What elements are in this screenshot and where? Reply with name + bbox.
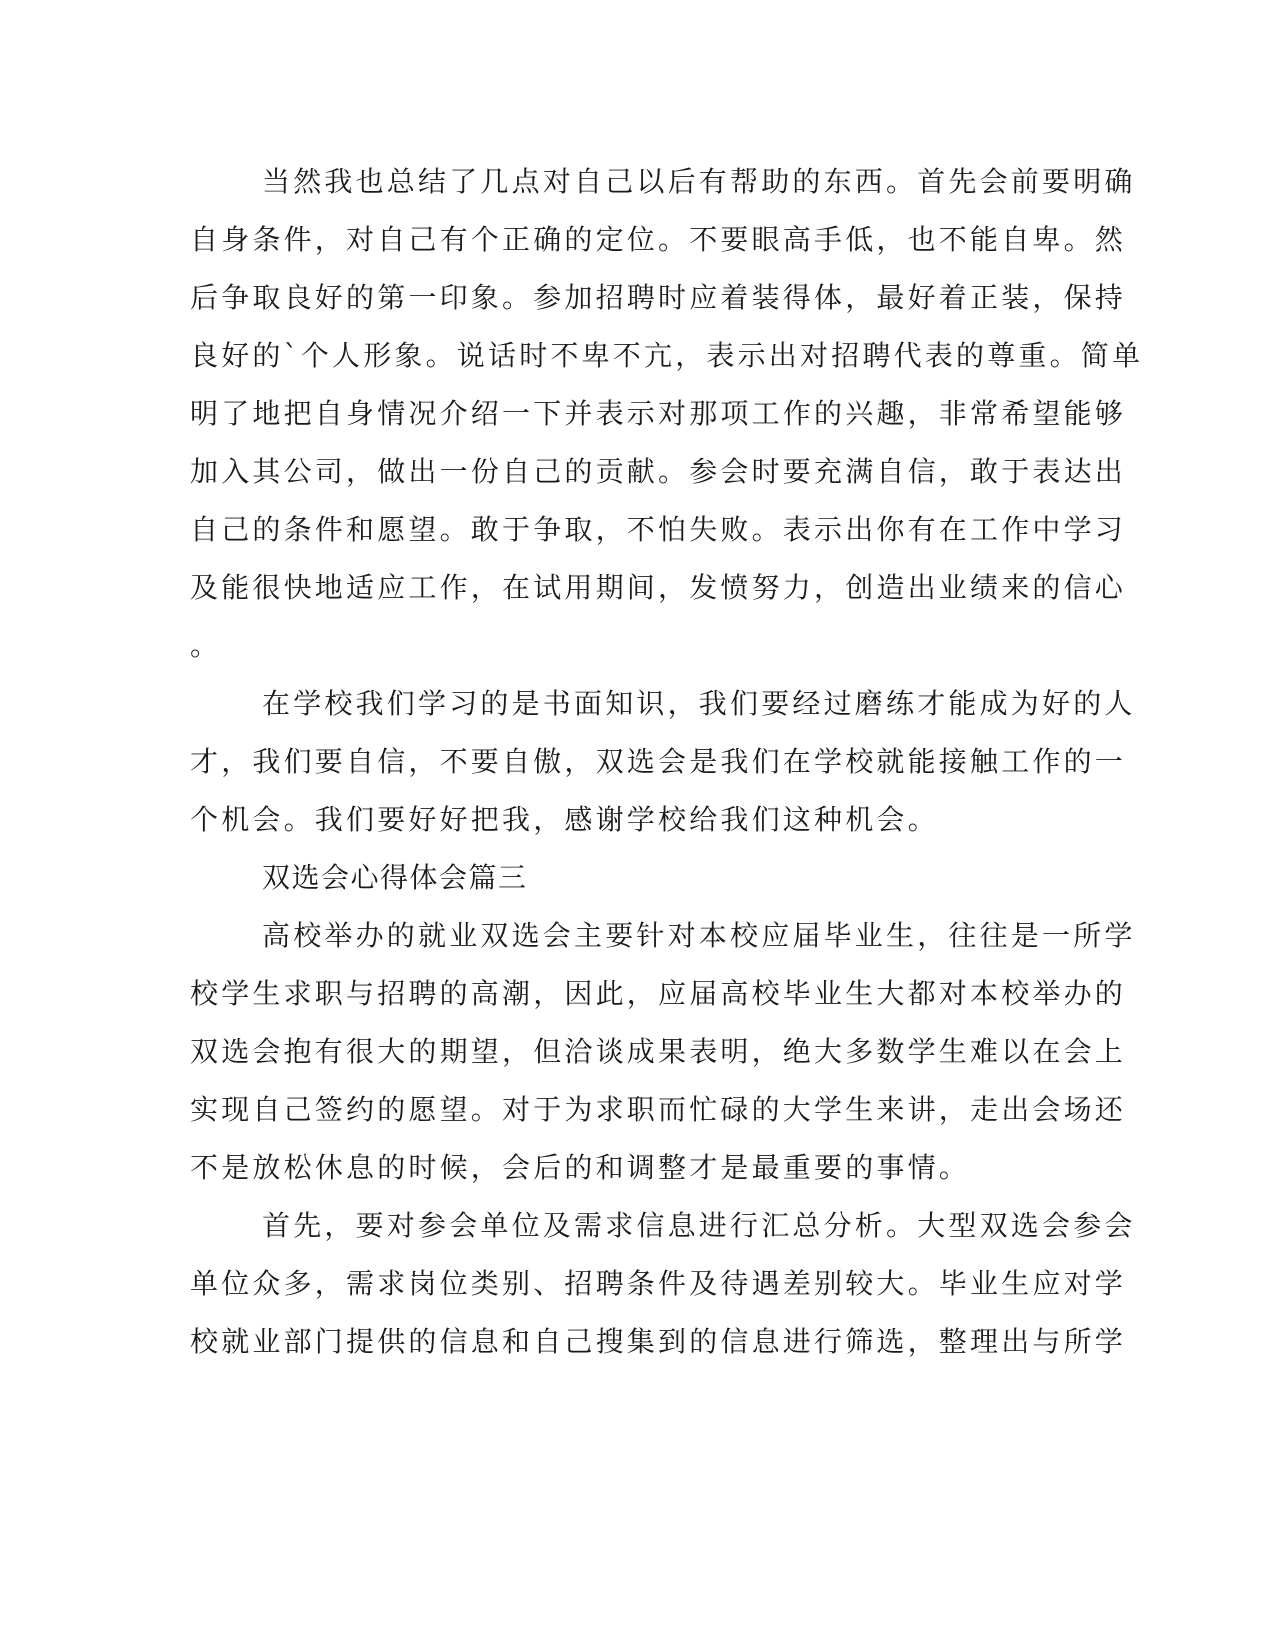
section-heading: 双选会心得体会篇三 (262, 861, 528, 894)
paragraph-line: 及能很快地适应工作，在试用期间，发愤努力，创造出业绩来的信心 (190, 571, 1127, 604)
paragraph-line: 实现自己签约的愿望。对于为求职而忙碌的大学生来讲，走出会场还 (190, 1093, 1127, 1126)
paragraph-line: 自己的条件和愿望。敢于争取，不怕失败。表示出你有在工作中学习 (190, 513, 1127, 546)
paragraph-line: 不是放松休息的时候，会后的和调整才是最重要的事情。 (190, 1151, 971, 1184)
paragraph-line: 后争取良好的第一印象。参加招聘时应着装得体，最好着正装，保持 (190, 281, 1127, 314)
paragraph-line: 良好的`个人形象。说话时不卑不亢，表示出对招聘代表的尊重。简单 (190, 339, 1144, 372)
paragraph-line: 加入其公司，做出一份自己的贡献。参会时要充满自信，敢于表达出 (190, 455, 1127, 488)
paragraph-line: 自身条件，对自己有个正确的定位。不要眼高手低，也不能自卑。然 (190, 223, 1127, 256)
paragraph-line: 单位众多，需求岗位类别、招聘条件及待遇差别较大。毕业生应对学 (190, 1267, 1127, 1300)
paragraph-line: 。 (190, 629, 222, 662)
paragraph-line: 校就业部门提供的信息和自己搜集到的信息进行筛选，整理出与所学 (190, 1325, 1127, 1358)
paragraph-line: 在学校我们学习的是书面知识，我们要经过磨练才能成为好的人 (262, 687, 1136, 720)
paragraph-line: 才，我们要自信，不要自傲，双选会是我们在学校就能接触工作的一 (190, 745, 1127, 778)
paragraph-line: 首先，要对参会单位及需求信息进行汇总分析。大型双选会参会 (262, 1209, 1136, 1242)
paragraph-line: 明了地把自身情况介绍一下并表示对那项工作的兴趣，非常希望能够 (190, 397, 1127, 430)
paragraph-line: 高校举办的就业双选会主要针对本校应届毕业生，往往是一所学 (262, 919, 1136, 952)
paragraph-line: 双选会抱有很大的期望，但洽谈成果表明，绝大多数学生难以在会上 (190, 1035, 1127, 1068)
paragraph-line: 当然我也总结了几点对自己以后有帮助的东西。首先会前要明确 (262, 165, 1136, 198)
paragraph-line: 校学生求职与招聘的高潮，因此，应届高校毕业生大都对本校举办的 (190, 977, 1127, 1010)
paragraph-line: 个机会。我们要好好把我，感谢学校给我们这种机会。 (190, 803, 939, 836)
